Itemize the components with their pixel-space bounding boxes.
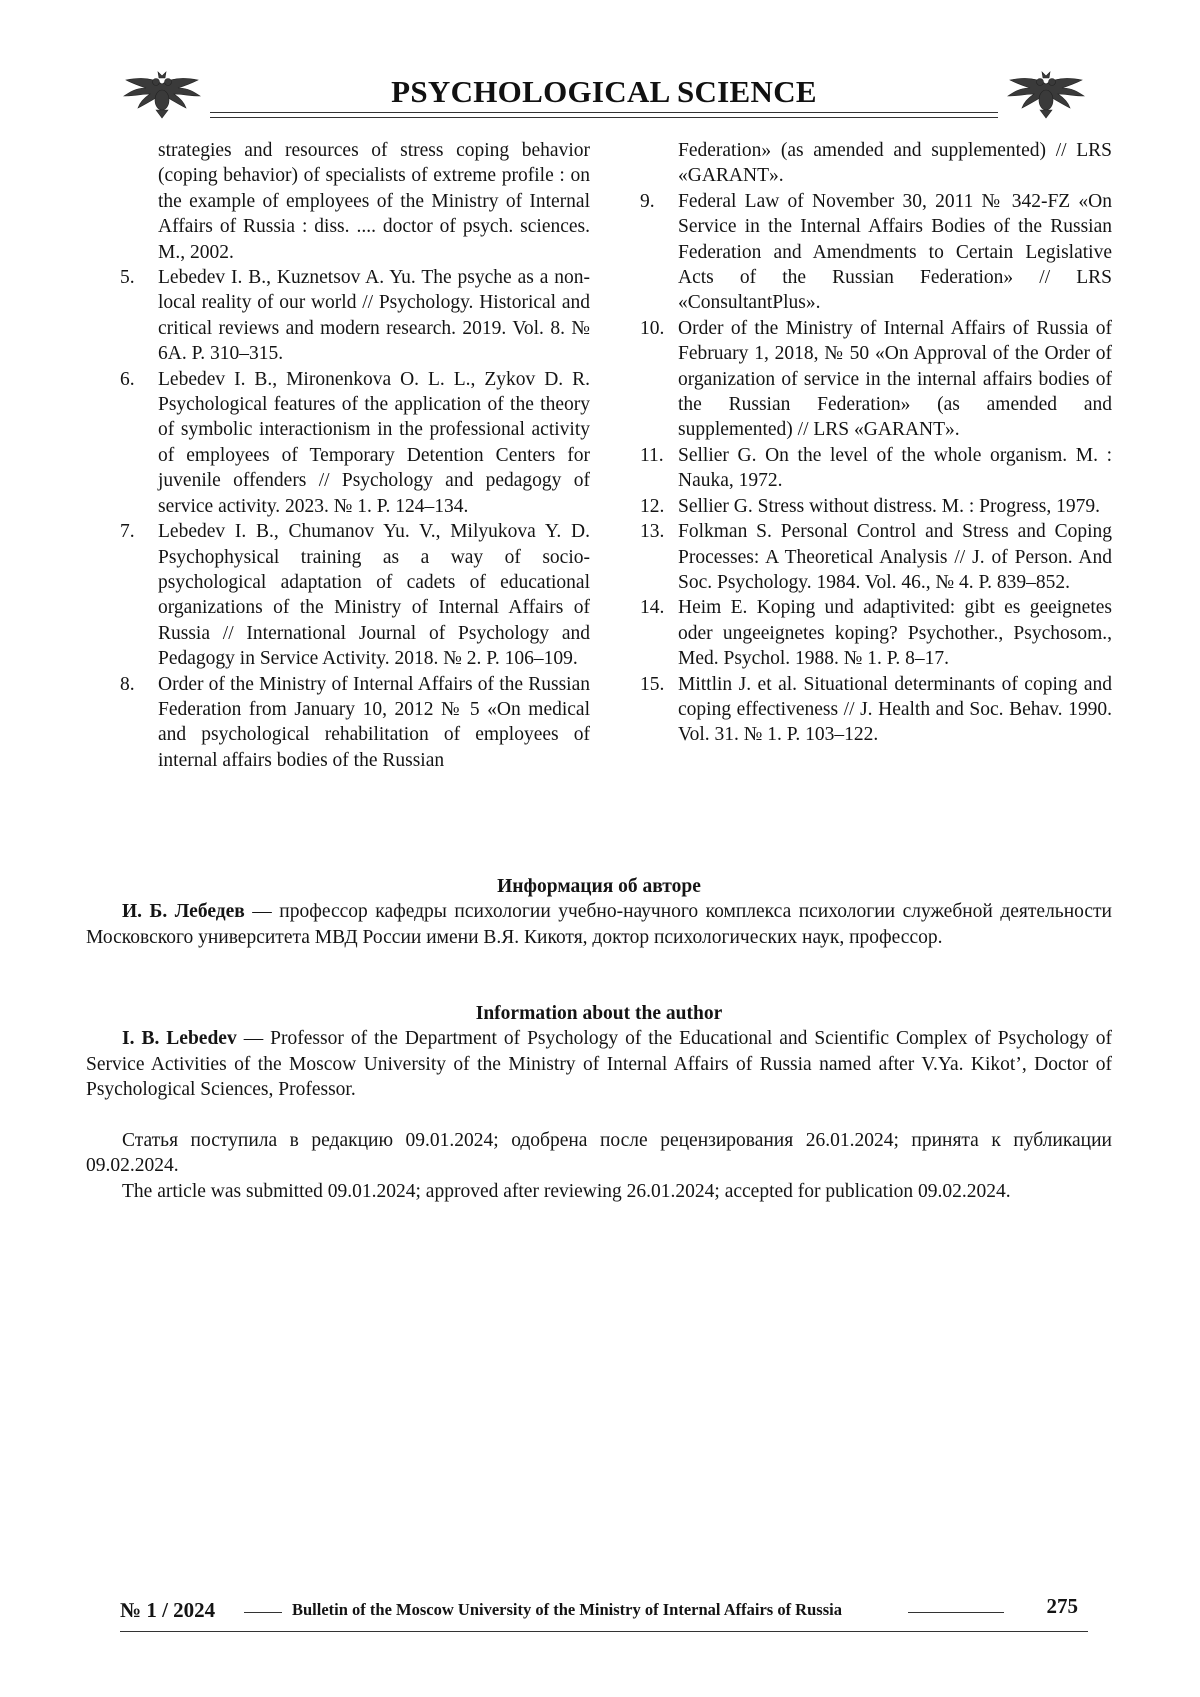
author-info-en <box>86 1001 1112 1103</box>
reference-item <box>640 316 1112 443</box>
eagle-emblem-icon <box>1004 70 1088 120</box>
reference-text: Lebedev I. B., Kuznetsov A. Yu. The psyche as a non-local reality of our world // Psychology. Historical and critical reviews and modern research. 2019. Vol. 8. № 6A. P. 310–315. <box>158 267 590 365</box>
reference-text: Mittlin J. et al. Situational determinants of coping and coping effectiveness // J. Health and Soc. Behav. 1990. Vol. 31. № 1. P. 103–122. <box>678 673 1112 746</box>
reference-item <box>640 519 1112 595</box>
reference-number: 15. <box>640 673 665 695</box>
reference-continuation: strategies and resources of stress coping behavior (coping behavior) of specialists of extreme profile : on the example of employees of the Ministry of Internal Affairs of Russia : diss. .... doctor of psych. sciences. M., 2002. <box>158 140 590 263</box>
reference-number: 6. <box>120 368 135 390</box>
reference-number: 14. <box>640 597 665 619</box>
header-rule <box>210 117 998 118</box>
reference-number: 8. <box>120 673 135 695</box>
reference-item <box>640 189 1112 316</box>
eagle-emblem-icon <box>120 70 204 120</box>
reference-continuation: Federation» (as amended and supplemented) // LRS «GARANT». <box>678 140 1112 187</box>
journal-section-title: PSYCHOLOGICAL SCIENCE <box>391 74 817 109</box>
footer-rule <box>120 1631 1088 1632</box>
journal-name: Bulletin of the Moscow University of the Ministry of Internal Affairs of Russia <box>292 1600 842 1619</box>
running-header <box>120 66 1088 124</box>
reference-text: Heim E. Koping und adaptivited: gibt es geeignetes oder ungeeignetes koping? Psychother., Psychosom., Med. Psychol. 1988. № 1. P. 8–17. <box>678 597 1112 670</box>
reference-item <box>640 672 1112 748</box>
article-dates-en: The article was submitted 09.01.2024; approved after reviewing 26.01.2024; accepted for publication 09.02.2024. <box>122 1180 1011 1202</box>
reference-number: 11. <box>640 444 664 466</box>
article-dates <box>86 1128 1112 1204</box>
author-info-paragraph <box>86 1026 1112 1102</box>
reference-item <box>120 672 590 774</box>
footer-line <box>244 1612 282 1613</box>
reference-item <box>120 265 590 367</box>
reference-item <box>640 443 1112 494</box>
article-dates-ru: Статья поступила в редакцию 09.01.2024; одобрена после рецензирования 26.01.2024; принята к публикации 09.02.2024. <box>86 1130 1112 1177</box>
header-rule <box>210 112 998 113</box>
references-right-column <box>640 138 1112 748</box>
reference-item <box>640 595 1112 671</box>
author-info-paragraph <box>86 899 1112 950</box>
running-footer <box>120 1594 1088 1648</box>
reference-number: 10. <box>640 317 665 339</box>
reference-number: 12. <box>640 495 665 517</box>
author-description: — профессор кафедры психологии учебно-научного комплекса психологии служебной деятельности Московского университета МВД России имени В.Я. Кикотя, доктор психологических наук, профессор. <box>86 901 1112 948</box>
author-info-heading: Information about the author <box>475 1003 723 1024</box>
reference-text: Sellier G. On the level of the whole organism. M. : Nauka, 1972. <box>678 444 1112 492</box>
reference-item <box>640 494 1112 519</box>
reference-number: 9. <box>640 190 655 212</box>
reference-item <box>120 367 590 519</box>
issue-number: № 1 / 2024 <box>120 1598 216 1622</box>
reference-text: Order of the Ministry of Internal Affairs of Russia of February 1, 2018, № 50 «On Approval of the Order of organization of service in the internal affairs bodies of the Russian Federation» (as amended and supplemented) // LRS «GARANT». <box>678 317 1112 441</box>
author-info-heading: Информация об авторе <box>497 876 701 897</box>
author-info-ru <box>86 874 1112 950</box>
reference-text: Folkman S. Personal Control and Stress and Coping Processes: A Theoretical Analysis // J. of Person. And Soc. Psychology. 1984. Vol. 46., № 4. P. 839–852. <box>678 521 1112 593</box>
reference-item <box>120 519 590 671</box>
reference-text: Order of the Ministry of Internal Affairs of the Russian Federation from January 10, 2012 № 5 «On medical and psychological rehabilitation of employees of internal affairs bodies of the Russian <box>158 673 590 771</box>
references-left-column <box>120 138 590 773</box>
author-name: I. B. Lebedev <box>122 1028 237 1050</box>
reference-text: Sellier G. Stress without distress. M. : Progress, 1979. <box>678 495 1100 517</box>
footer-line <box>908 1612 1004 1613</box>
reference-number: 7. <box>120 521 135 543</box>
reference-number: 5. <box>120 267 135 289</box>
author-description: — Professor of the Department of Psychology of the Educational and Scientific Complex of Psychology of Service Activities of the Moscow University of the Ministry of Internal Affairs of Russia named after V.Ya. Kikot’, Doctor of Psychological Sciences, Professor. <box>86 1028 1112 1101</box>
reference-text: Lebedev I. B., Chumanov Yu. V., Milyukova Y. D. Psychophysical training as a way of socio-psychological adaptation of cadets of educational organizations of the Ministry of Internal Affairs of Russia // International Journal of Psychology and Pedagogy in Service Activity. 2018. № 2. P. 106–109. <box>158 521 590 670</box>
reference-text: Lebedev I. B., Mironenkova O. L. L., Zykov D. R. Psychological features of the application of the theory of symbolic interactionism in the professional activity of employees of Temporary Detention Centers for juvenile offenders // Psychology and pedagogy of service activity. 2023. № 1. P. 124–134. <box>158 368 590 517</box>
reference-number: 13. <box>640 521 665 543</box>
reference-text: Federal Law of November 30, 2011 № 342-FZ «On Service in the Internal Affairs Bodies of the Russian Federation and Amendments to Certain Legislative Acts of the Russian Federation» // LRS «ConsultantPlus». <box>678 190 1112 314</box>
page-number: 275 <box>1046 1594 1078 1618</box>
author-name: И. Б. Лебедев <box>122 901 245 923</box>
